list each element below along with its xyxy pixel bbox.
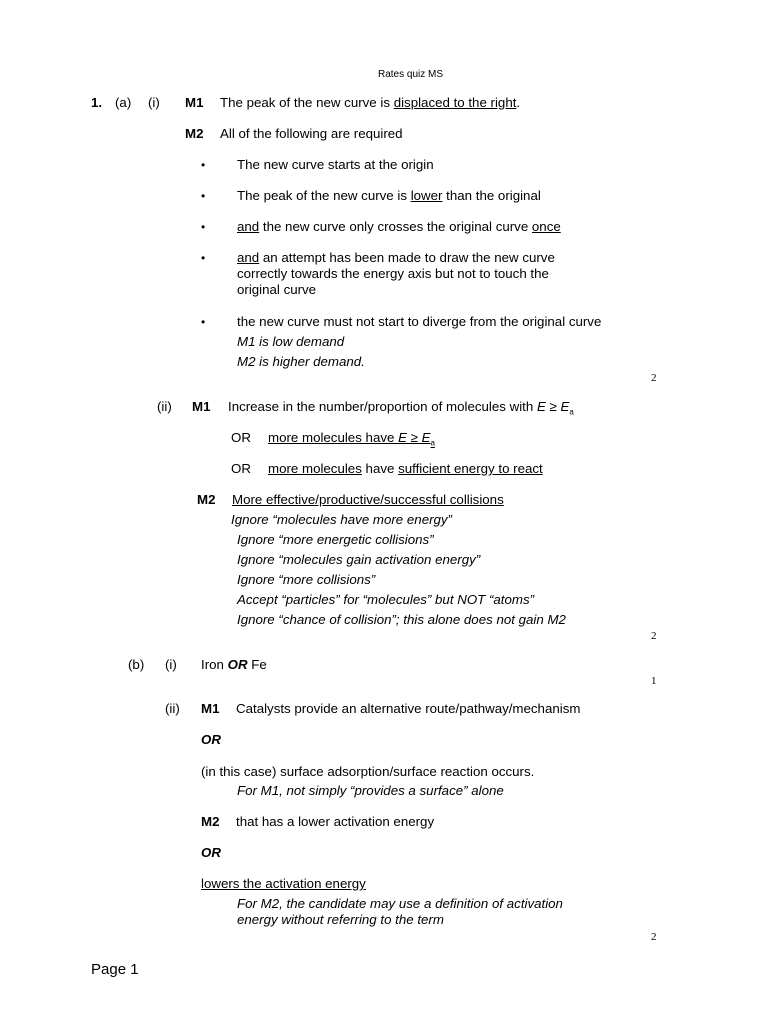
page-footer: Page 1	[91, 961, 139, 978]
note: For M2, the candidate may use a definition of activation	[237, 896, 563, 911]
part-a-i-label: (i)	[148, 95, 160, 110]
demand-note-2: M2 is higher demand.	[237, 354, 365, 369]
m2-tag: M2	[201, 814, 220, 829]
part-a-label: (a)	[115, 95, 132, 110]
note: energy without referring to the term	[237, 912, 444, 927]
b-i-answer: Iron OR Fe	[201, 657, 267, 672]
bullet-text-4-line2: correctly towards the energy axis but not to touch the	[237, 266, 549, 281]
note: Ignore “chance of collision”; this alone does not gain M2	[237, 612, 566, 627]
note: Ignore “molecules have more energy”	[231, 512, 452, 527]
note: Ignore “more collisions”	[237, 572, 376, 587]
m2-tag: M2	[197, 492, 216, 507]
bullet: •	[201, 220, 206, 234]
or-label: OR	[231, 430, 251, 445]
m1-tag: M1	[185, 95, 204, 110]
bullet-text-1: The new curve starts at the origin	[237, 157, 434, 172]
question-number: 1.	[91, 95, 103, 110]
a-ii-or1-text: more molecules have $E \ge E_a$	[268, 430, 435, 448]
part-a-ii-label: (ii)	[157, 399, 172, 414]
m1-tag: M1	[192, 399, 211, 414]
bullet: •	[201, 189, 206, 203]
part-b-i-label: (i)	[165, 657, 177, 672]
note: Ignore “molecules gain activation energy”	[237, 552, 481, 567]
b-ii-m1-text: Catalysts provide an alternative route/pathway/mechanism	[236, 701, 581, 716]
a-i-m2-text: All of the following are required	[220, 126, 403, 141]
note: Ignore “more energetic collisions”	[237, 532, 434, 547]
marks-b-ii: 2	[651, 931, 657, 943]
a-ii-m1-text: Increase in the number/proportion of molecules with $E \ge E_a$	[228, 399, 574, 417]
or-label: OR	[201, 845, 221, 860]
page-header: Rates quiz MS	[378, 69, 444, 80]
part-b-label: (b)	[128, 657, 145, 672]
b-ii-alt-text: (in this case) surface adsorption/surface reaction occurs.	[201, 764, 535, 779]
marks-a-i: 2	[651, 372, 657, 384]
m1-tag: M1	[201, 701, 220, 716]
or-label: OR	[201, 732, 221, 747]
note: For M1, not simply “provides a surface” alone	[237, 783, 504, 798]
demand-note-1: M1 is low demand	[237, 334, 345, 349]
bullet-text-2: The peak of the new curve is lower than the original	[237, 188, 541, 203]
a-ii-or2-text: more molecules have sufficient energy to react	[268, 461, 543, 476]
a-ii-m2-text: More effective/productive/successful collisions	[232, 492, 504, 507]
marks-a-ii: 2	[651, 630, 657, 642]
note: Accept “particles” for “molecules” but NOT “atoms”	[237, 592, 535, 607]
bullet: •	[201, 251, 206, 265]
marks-b-i: 1	[651, 675, 657, 687]
a-i-m1-text: The peak of the new curve is displaced to the right.	[220, 95, 521, 110]
bullet: •	[201, 158, 206, 172]
bullet-text-4-line1: and an attempt has been made to draw the new curve	[237, 250, 555, 265]
bullet-text-5: the new curve must not start to diverge from the original curve	[237, 314, 602, 329]
m2-tag: M2	[185, 126, 204, 141]
bullet-text-4-line3: original curve	[237, 282, 317, 297]
or-label: OR	[231, 461, 251, 476]
b-ii-alt2-text: lowers the activation energy	[201, 876, 366, 891]
part-b-ii-label: (ii)	[165, 701, 180, 716]
b-ii-m2-text: that has a lower activation energy	[236, 814, 435, 829]
bullet: •	[201, 315, 206, 329]
bullet-text-3: and the new curve only crosses the original curve once	[237, 219, 561, 234]
